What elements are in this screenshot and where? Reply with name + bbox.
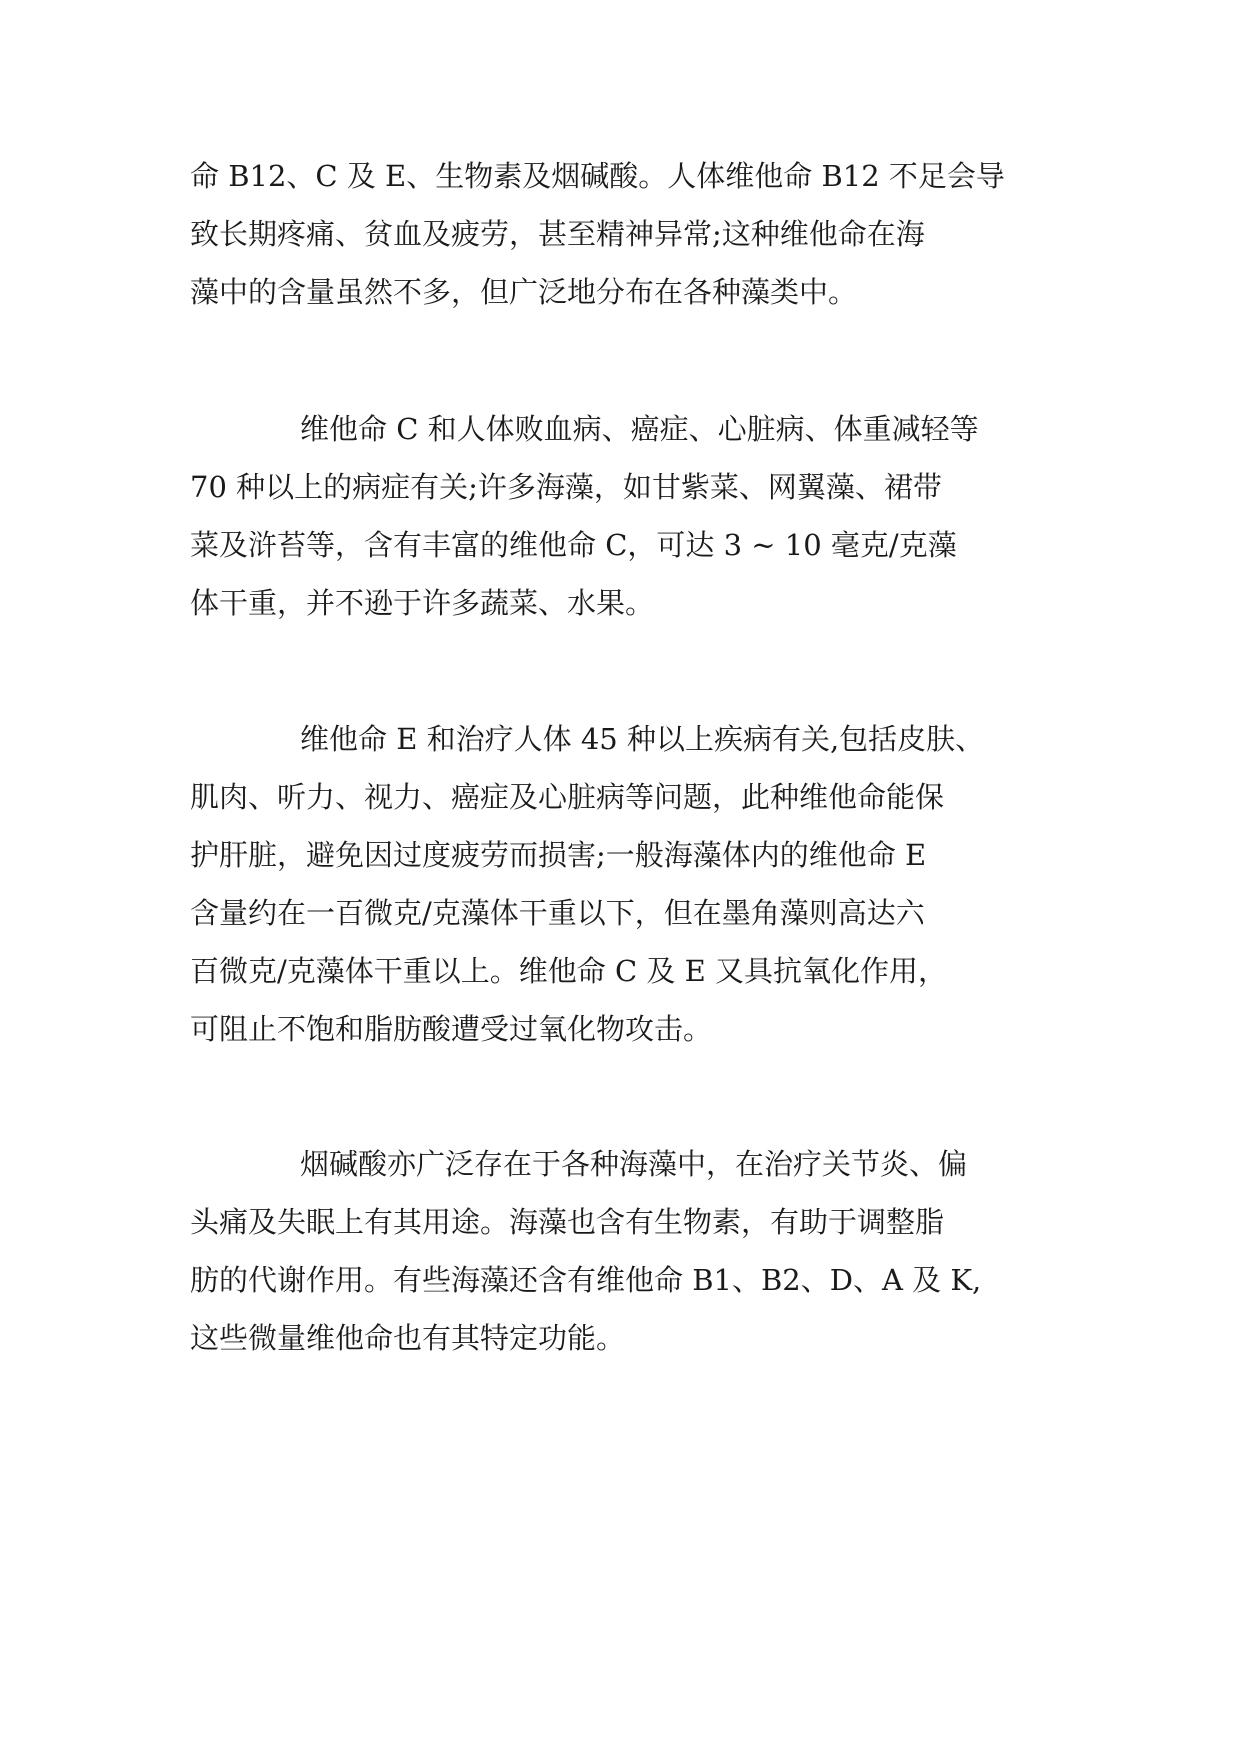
text-line: 百微克/克藻体干重以上。维他命 C 及 E 又具抗氧化作用， — [190, 954, 948, 988]
paragraph-2 — [190, 400, 1060, 632]
text-line: 含量约在一百微克/克藻体干重以下，但在墨角藻则高达六 — [190, 896, 925, 930]
text-line: 维他命 C 和人体败血病、癌症、心脏病、体重减轻等 — [300, 412, 979, 446]
text-line: 肌肉、听力、视力、癌症及心脏病等问题，此种维他命能保 — [190, 780, 945, 814]
text-line: 命 B12、C 及 E、生物素及烟碱酸。人体维他命 B12 不足会导 — [190, 159, 1005, 193]
text-line: 头痛及失眠上有其用途。海藻也含有生物素，有助于调整脂 — [190, 1205, 945, 1239]
text-line: 菜及浒苔等，含有丰富的维他命 C，可达 3 ~ 10 毫克/克藻 — [190, 528, 957, 562]
text-line: 这些微量维他命也有其特定功能。 — [190, 1321, 626, 1355]
paragraph-1 — [190, 147, 1060, 321]
text-line: 藻中的含量虽然不多，但广泛地分布在各种藻类中。 — [190, 275, 858, 309]
text-line: 护肝脏，避免因过度疲劳而损害;一般海藻体内的维他命 E — [190, 838, 927, 872]
paragraph-4 — [190, 1135, 1060, 1367]
text-line: 烟碱酸亦广泛存在于各种海藻中，在治疗关节炎、偏 — [300, 1147, 968, 1181]
text-line: 可阻止不饱和脂肪酸遭受过氧化物攻击。 — [190, 1012, 713, 1046]
text-line: 维他命 E 和治疗人体 45 种以上疾病有关,包括皮肤、 — [300, 722, 985, 756]
text-line: 体干重，并不逊于许多蔬菜、水果。 — [190, 586, 655, 620]
text-line: 致长期疼痛、贫血及疲劳，甚至精神异常;这种维他命在海 — [190, 217, 925, 251]
paragraph-3 — [190, 710, 1060, 1058]
text-line: 70 种以上的病症有关;许多海藻，如甘紫菜、网翼藻、裙带 — [190, 470, 942, 504]
text-line: 肪的代谢作用。有些海藻还含有维他命 B1、B2、D、A 及 K, — [190, 1263, 982, 1297]
